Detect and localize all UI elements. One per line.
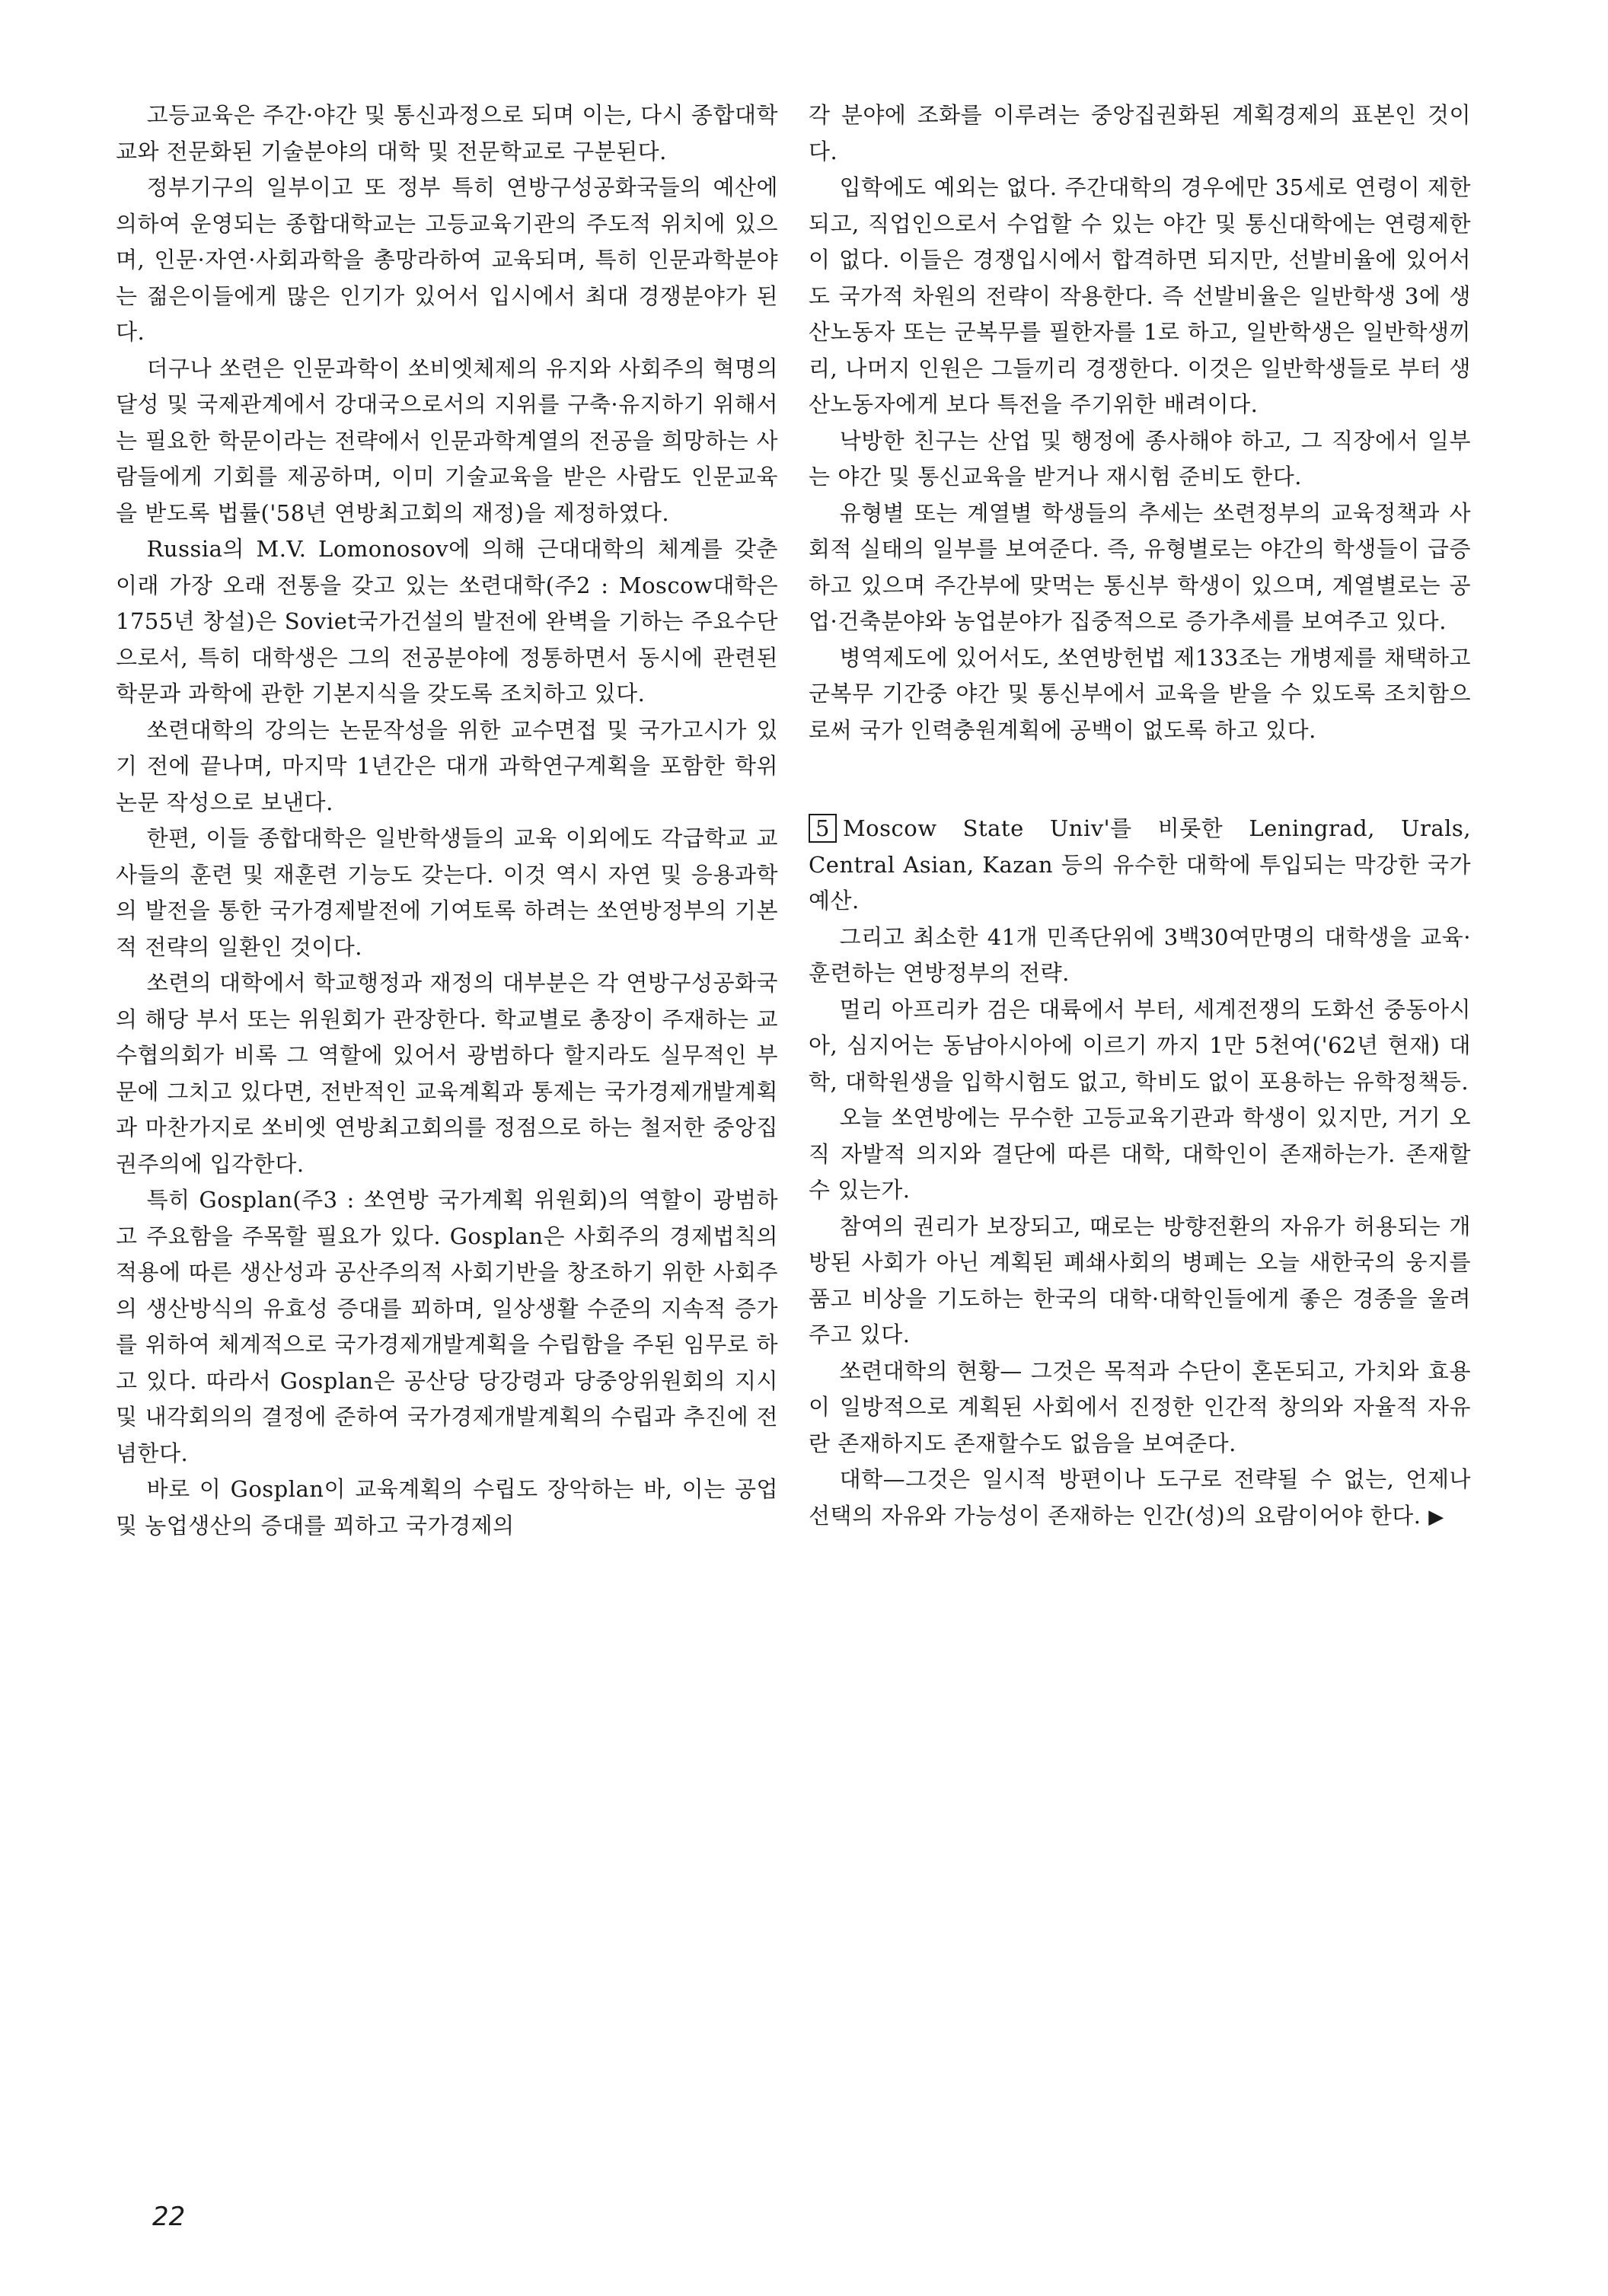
paragraph: 유형별 또는 계열별 학생들의 추세는 쏘련정부의 교육정책과 사회적 실태의 일부를 보여준다. 즉, 유형별로는 야간의 학생들이 급증하고 있으며 주간부에 맞먹는 통신부 학생이 있으며, 계열별로는 공업·건축분야와 농업분야가 집중적으로 증가추세를 보여주고 있다. [809, 499, 1471, 634]
paragraph: 바로 이 Gosplan이 교육계획의 수립도 장악하는 바, 이는 공업 및 농업생산의 증대를 꾀하고 국가경제의 [116, 1476, 778, 1539]
paragraph-continued: 각 분야에 조화를 이루려는 중앙집권화된 계획경제의 표본인 것이다. [809, 102, 1471, 164]
paragraph: 오늘 쏘연방에는 무수한 고등교육기관과 학생이 있지만, 거기 오직 자발적 의지와 결단에 따른 대학, 대학인이 존재하는가. 존재할 수 있는가. [809, 1105, 1471, 1203]
left-column [116, 97, 778, 1544]
paragraph: 입학에도 예외는 없다. 주간대학의 경우에만 35세로 연령이 제한되고, 직업인으로서 수업할 수 있는 야간 및 통신대학에는 연령제한이 없다. 이들은 경쟁입시에서 합격하면 되지만, 선발비율에 있어서도 국가적 차원의 전략이 작용한다. 즉 선발비율은 일반학생 3에 생산노동자 또는 군복무를 필한자를 1로 하고, 일반학생은 일반학생끼리, 나머지 인원은 그들끼리 경쟁한다. 이것은 일반학생들로 부터 생산노동자에게 보다 특전을 주기위한 배려이다. [809, 174, 1471, 417]
paragraph: 병역제도에 있어서도, 쏘연방헌법 제133조는 개병제를 채택하고 군복무 기간중 야간 및 통신부에서 교육을 받을 수 있도록 조치함으로써 국가 인력충원계획에 공백이 없도록 하고 있다. [809, 644, 1471, 743]
paragraph: 낙방한 친구는 산업 및 행정에 종사해야 하고, 그 직장에서 일부는 야간 및 통신교육을 받거나 재시험 준비도 한다. [809, 427, 1471, 489]
paragraph: 그리고 최소한 41개 민족단위에 3백30여만명의 대학생을 교육·훈련하는 연방정부의 전략. [809, 923, 1471, 986]
right-column [809, 97, 1471, 1535]
page-number: 22 [152, 2202, 186, 2232]
section-title: Moscow State Univ'를 비롯한 Leningrad, Urals, Central Asian, Kazan 등의 유수한 대학에 투입되는 막강한 국가예산. [809, 815, 1471, 914]
paragraph: 정부기구의 일부이고 또 정부 특히 연방구성공화국들의 예산에 의하여 운영되는 종합대학교는 고등교육기관의 주도적 위치에 있으며, 인문·자연·사회과학을 총망라하여 교육되며, 특히 인문과학분야는 젊은이들에게 많은 인기가 있어서 입시에서 최대 경쟁분야가 된다. [116, 174, 778, 345]
paragraph: 쏘련대학의 강의는 논문작성을 위한 교수면접 및 국가고시가 있기 전에 끝나며, 마지막 1년간은 대개 과학연구계획을 포함한 학위논문 작성으로 보낸다. [116, 716, 778, 815]
section-number-box: 5 [809, 814, 837, 843]
paragraph: 멀리 아프리카 검은 대륙에서 부터, 세계전쟁의 도화선 중동아시아, 심지어는 동남아시아에 이르기 까지 1만 5천여('62년 현재) 대학, 대학원생을 입학시험도 없고, 학비도 없이 포용하는 유학정책등. [809, 996, 1471, 1095]
paragraph: 쏘련대학의 현황— 그것은 목적과 수단이 혼돈되고, 가치와 효용이 일방적으로 계획된 사회에서 진정한 인간적 창의와 자율적 자유란 존재하지도 존재할수도 없음을 보여준다. [809, 1357, 1471, 1456]
final-text: 대학—그것은 일시적 방편이나 도구로 전략될 수 없는, 언제나 선택의 자유와 가능성이 존재하는 인간(성)의 요람이어야 한다. [809, 1466, 1471, 1529]
paragraph: 쏘련의 대학에서 학교행정과 재정의 대부분은 각 연방구성공화국의 해당 부서 또는 위원회가 관장한다. 학교별로 총장이 주재하는 교수협의회가 비록 그 역할에 있어서 광범하다 할지라도 실무적인 부문에 그치고 있다면, 전반적인 교육계획과 통제는 국가경제개발계획과 마찬가지로 쏘비엣 연방최고회의를 정점으로 하는 철저한 중앙집권주의에 입각한다. [116, 970, 778, 1177]
paragraph: 특히 Gosplan(주3 : 쏘연방 국가계획 위원회)의 역할이 광범하고 주요함을 주목할 필요가 있다. Gosplan은 사회주의 경제법칙의 적용에 따른 생산성과 공산주의적 사회기반을 창조하기 위한 사회주의 생산방식의 유효성 증대를 꾀하며, 일상생활 수준의 지속적 증가를 위하여 체계적으로 국가경제개발계획을 수립함을 주된 임무로 하고 있다. 따라서 Gosplan은 공산당 당강령과 당중앙위원회의 지시 및 내각회의의 결정에 준하여 국가경제개발계획의 수립과 추진에 전념한다. [116, 1187, 778, 1466]
paragraph: 참여의 권리가 보장되고, 때로는 방향전환의 자유가 허용되는 개방된 사회가 아닌 계획된 폐쇄사회의 병폐는 오늘 새한국의 웅지를 품고 비상을 기도하는 한국의 대학·대학인들에게 좋은 경종을 울려 주고 있다. [809, 1213, 1471, 1347]
paragraph: Russia의 M.V. Lomonosov에 의해 근대대학의 체계를 갖춘 이래 가장 오래 전통을 갖고 있는 쏘련대학(주2 : Moscow대학은 1755년 창설)은 Soviet국가건설의 발전에 완벽을 기하는 주요수단으로서, 특히 대학생은 그의 전공분야에 정통하면서 동시에 관련된 학문과 과학에 관한 기본지식을 갖도록 조치하고 있다. [116, 536, 778, 706]
paragraph: 더구나 쏘련은 인문과학이 쏘비엣체제의 유지와 사회주의 혁명의 달성 및 국제관계에서 강대국으로서의 지위를 구축·유지하기 위해서는 필요한 학문이라는 전략에서 인문과학계열의 전공을 희망하는 사람들에게 기회를 제공하며, 이미 기술교육을 받은 사람도 인문교육을 받도록 법률('58년 연방최고회의 재정)을 제정하였다. [116, 355, 778, 526]
end-triangle-icon: ▶ [1428, 1505, 1444, 1529]
paragraph-final [809, 1462, 1471, 1535]
paragraph: 한편, 이들 종합대학은 일반학생들의 교육 이외에도 각급학교 교사들의 훈련 및 재훈련 기능도 갖는다. 이것 역시 자연 및 응용과학의 발전을 통한 국가경제발전에 기여토록 하려는 쏘연방정부의 기본적 전략의 일환인 것이다. [116, 825, 778, 960]
section-heading [809, 811, 1471, 920]
paragraph: 고등교육은 주간·야간 및 통신과정으로 되며 이는, 다시 종합대학교와 전문화된 기술분야의 대학 및 전문학교로 구분된다. [116, 102, 778, 164]
